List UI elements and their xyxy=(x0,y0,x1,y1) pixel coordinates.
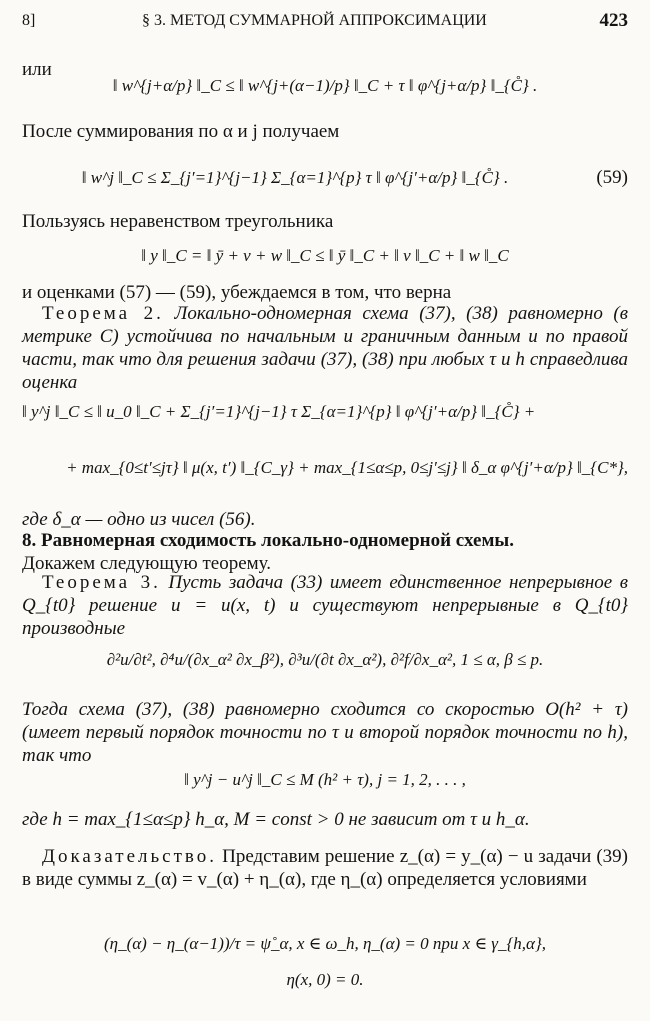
text-delta-note: где δ_α — одно из чисел (56). xyxy=(22,509,256,530)
theorem-3-label: Теорема 3. xyxy=(42,572,161,593)
theorem-2-label: Теорема 2. xyxy=(42,303,164,324)
theorem-2-text: Локально-одномерная схема (37), (38) равномерно (в метрике C) устойчива по начальным и граничным данным и по правой части, так что для решения задачи (37), (38) при любых τ и h справедлива оценка xyxy=(22,303,628,393)
proof-text: Представим решение z_(α) = y_(α) − u задачи (39) в виде суммы z_(α) = v_(α) + η_(α), где η_(α) определяется условиями xyxy=(22,846,629,890)
page-number: 423 xyxy=(599,10,628,31)
equation-59-row xyxy=(22,160,628,200)
section-8-title: 8. Равномерная сходимость локально-одномерной схемы. xyxy=(22,530,514,551)
equation-theorem-2-line-1: ‖ y^j ‖_C ≤ ‖ u_0 ‖_C + Σ_{j′=1}^{j−1} τ Σ_{α=1}^{p} ‖ φ^{j′+α/p} ‖_{C̊} + xyxy=(22,402,536,421)
theorem-3-text: Пусть задача (33) имеет единственное непрерывное в Q_{t0} решение u = u(x, t) и существуют непрерывные в Q_{t0} производные xyxy=(22,572,628,639)
proof xyxy=(22,845,628,891)
theorem-2 xyxy=(22,302,628,394)
text-triangle-inequality: Пользуясь неравенством треугольника xyxy=(22,211,334,232)
running-title: § 3. МЕТОД СУММАРНОЙ АППРОКСИМАЦИИ xyxy=(142,12,487,29)
text-estimates: и оценками (57) — (59), убеждаемся в том, что верна xyxy=(22,282,452,303)
equation-w-bound: ‖ w^{j+α/p} ‖_C ≤ ‖ w^{j+(α−1)/p} ‖_C + τ ‖ φ^{j+α/p} ‖_{C̊} . xyxy=(112,76,538,95)
section-8-text: Докажем следующую теорему. xyxy=(22,553,271,574)
section-8 xyxy=(22,529,628,575)
section-number: 8] xyxy=(22,12,36,29)
equation-triangle: ‖ y ‖_C = ‖ ȳ + v + w ‖_C ≤ ‖ ȳ ‖_C + ‖ v ‖_C + ‖ w ‖_C xyxy=(141,246,509,265)
equation-eta: (η_(α) − η_(α−1))/τ = ψ̊_α, x ∈ ω_h, η_(α) = 0 при x ∈ γ_{h,α}, xyxy=(103,934,547,953)
equation-theorem-2-line-2: + max_{0≤t′≤jτ} ‖ μ(x, t′) ‖_{C_γ} + max_{1≤α≤p, 0≤j′≤j} ‖ δ_α φ^{j′+α/p} ‖_{C*}, xyxy=(66,458,628,477)
theorem-3 xyxy=(22,571,628,640)
text-after-summation: После суммирования по α и j получаем xyxy=(22,121,340,142)
text-convergence: Тогда схема (37), (38) равномерно сходится со скоростью O(h² + τ) (имеет первый порядок точности по τ и второй порядок точности по h), так что xyxy=(22,699,628,766)
proof-label: Доказательство. xyxy=(42,846,217,867)
equation-eta-initial: η(x, 0) = 0. xyxy=(286,970,364,989)
equation-convergence: ‖ y^j − u^j ‖_C ≤ M (h² + τ), j = 1, 2, . . . , xyxy=(184,770,466,789)
equation-derivatives: ∂²u/∂t², ∂⁴u/(∂x_α² ∂x_β²), ∂³u/(∂t ∂x_α²), ∂²f/∂x_α², 1 ≤ α, β ≤ p. xyxy=(106,650,544,669)
equation-number-59: (59) xyxy=(596,167,628,188)
equation-59: ‖ w^j ‖_C ≤ Σ_{j′=1}^{j−1} Σ_{α=1}^{p} τ ‖ φ^{j′+α/p} ‖_{C̊} . xyxy=(81,168,509,187)
line-ili: или xyxy=(22,59,52,80)
text-h-definition: где h = max_{1≤α≤p} h_α, M = const > 0 не зависит от τ и h_α. xyxy=(22,809,530,830)
page-header xyxy=(22,8,628,34)
